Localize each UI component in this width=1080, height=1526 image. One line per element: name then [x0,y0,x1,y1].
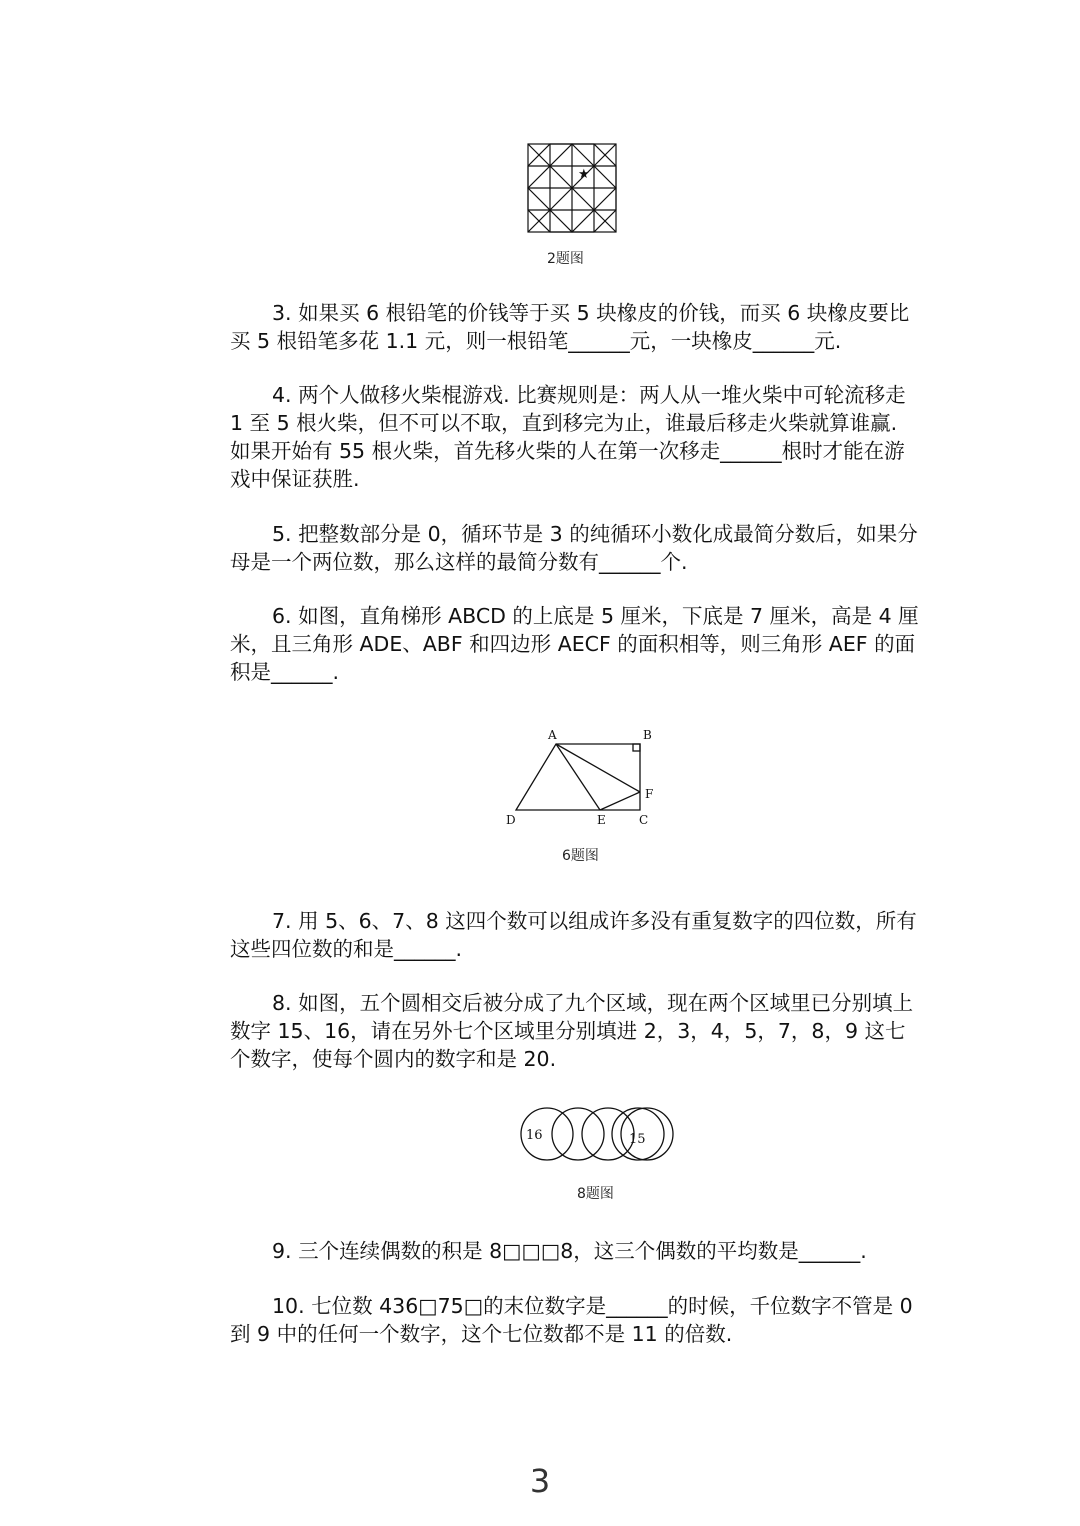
question-7 [230,907,920,963]
label-B: B [643,728,652,742]
label-D: D [506,813,516,827]
figure-2-caption: 2题图 [547,251,584,267]
question-7-text: 7. 用 5、6、7、8 这四个数可以组成许多没有重复数字的四位数，所有这些四位数的和是______. [230,909,917,961]
label-A: A [548,728,557,742]
figure-8-circles [512,1100,680,1168]
number-15: 15 [629,1132,646,1147]
figure-6-trapezoid [500,724,670,832]
star-icon: ★ [578,167,590,182]
figure-6-caption: 6题图 [562,848,599,864]
question-8-text: 8. 如图，五个圆相交后被分成了九个区域，现在两个区域里已分别填上数字 15、16，请在另外七个区域里分别填进 2，3，4，5，7，8，9 这七个数字，使每个圆内的数字和是 20. [230,991,914,1071]
question-3 [230,299,920,355]
number-16: 16 [526,1128,543,1143]
label-E: E [597,813,606,827]
question-5-text: 5. 把整数部分是 0，循环节是 3 的纯循环小数化成最简分数后，如果分母是一个两位数，那么这样的最简分数有______个. [230,522,918,574]
figure-8-caption: 8题图 [577,1186,614,1202]
question-9 [230,1237,920,1265]
label-C: C [639,813,649,827]
label-F: F [645,787,654,801]
question-6-text: 6. 如图，直角梯形 ABCD 的上底是 5 厘米，下底是 7 厘米，高是 4 厘米，且三角形 ADE、ABF 和四边形 AECF 的面积相等，则三角形 AEF 的面积是______. [230,604,919,684]
question-8 [230,989,920,1073]
figure-2-grid [527,143,617,233]
question-4-text: 4. 两个人做移火柴棍游戏. 比赛规则是：两人从一堆火柴中可轮流移走 1 至 5 根火柴，但不可以不取，直到移完为止，谁最后移走火柴就算谁赢. 如果开始有 55 根火柴，首先移火柴的人在第一次移走______根时才能在游戏中保证获胜. [230,383,906,491]
question-6 [230,602,920,686]
question-5 [230,520,920,576]
page-number: 3 [529,1462,551,1500]
question-4 [230,381,920,493]
question-9-text: 9. 三个连续偶数的积是 8□□□8，这三个偶数的平均数是______. [272,1239,867,1263]
question-3-text: 3. 如果买 6 根铅笔的价钱等于买 5 块橡皮的价钱，而买 6 块橡皮要比买 5 根铅笔多花 1.1 元，则一根铅笔______元，一块橡皮______元. [230,301,910,353]
question-10-text: 10. 七位数 436□75□的末位数字是______的时候，千位数字不管是 0 到 9 中的任何一个数字，这个七位数都不是 11 的倍数. [230,1294,913,1346]
question-10 [230,1292,920,1348]
